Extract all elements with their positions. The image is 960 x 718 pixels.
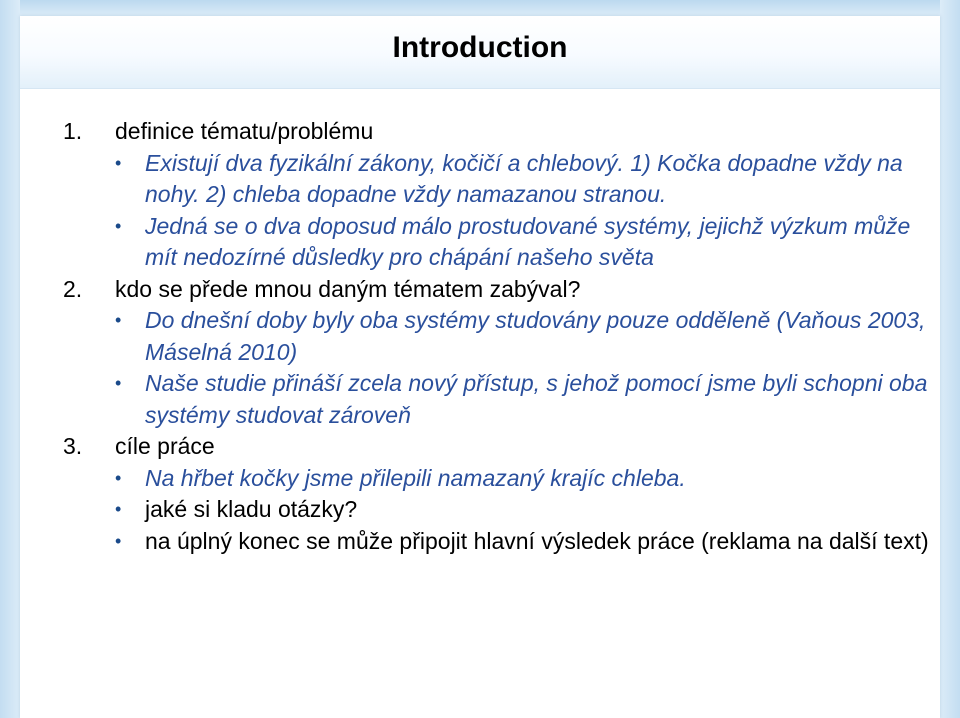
bullet-icon: •: [115, 467, 122, 488]
list-number: 1.: [63, 118, 83, 144]
background-right-band: [940, 0, 960, 718]
bullet-icon: •: [115, 152, 122, 173]
slide-title: Introduction: [392, 31, 568, 64]
list-item-bullet: [20, 494, 940, 526]
bullet-icon: •: [115, 499, 122, 519]
list-item-text: kdo se přede mnou daným tématem zabýval?: [115, 275, 581, 302]
bullet-icon: •: [115, 215, 122, 236]
bullet-icon: •: [115, 310, 122, 330]
list-item-bullet: [20, 148, 940, 211]
bullet-icon: •: [115, 530, 122, 551]
list-number: 2.: [63, 275, 83, 302]
list-item-text: Na hřbet kočky jsme přilepili namazaný krajíc chleba.: [145, 464, 686, 491]
slide-content: [20, 116, 940, 557]
list-item-text: jaké si kladu otázky?: [145, 496, 358, 522]
list-item-bullet: [20, 526, 940, 558]
title-bar: [20, 16, 940, 89]
background-top-band: [0, 0, 960, 16]
list-item-text: Naše studie přináší zcela nový přístup, s jehož pomocí jsme byli schopni oba systémy studovat zároveň: [145, 370, 928, 428]
list-item-text: cíle práce: [115, 433, 215, 459]
list-item-text: Existují dva fyzikální zákony, kočičí a chlebový. 1) Kočka dopadne vždy na nohy. 2) chleba dopadne vždy namazanou stranou.: [145, 149, 903, 207]
bullet-icon: •: [115, 373, 122, 393]
list-item-numbered-1: [20, 116, 940, 148]
slide: [20, 16, 940, 718]
list-item-bullet: [20, 211, 940, 274]
list-item-numbered-2: [20, 274, 940, 306]
list-item-numbered-3: [20, 431, 940, 463]
list-item-text: definice tématu/problému: [115, 118, 374, 144]
list-number: 3.: [63, 433, 83, 459]
list-item-text: na úplný konec se může připojit hlavní výsledek práce (reklama na další text): [145, 527, 929, 554]
list-item-bullet: [20, 305, 940, 368]
background-left-band: [0, 0, 20, 718]
list-item-bullet: [20, 463, 940, 495]
list-item-bullet: [20, 368, 940, 431]
list-item-text: Jedná se o dva doposud málo prostudované systémy, jejichž výzkum může mít nedozírné důsledky pro chápání našeho světa: [145, 212, 911, 270]
list-item-text: Do dnešní doby byly oba systémy studovány pouze odděleně (Vaňous 2003, Máselná 2010): [145, 307, 926, 365]
